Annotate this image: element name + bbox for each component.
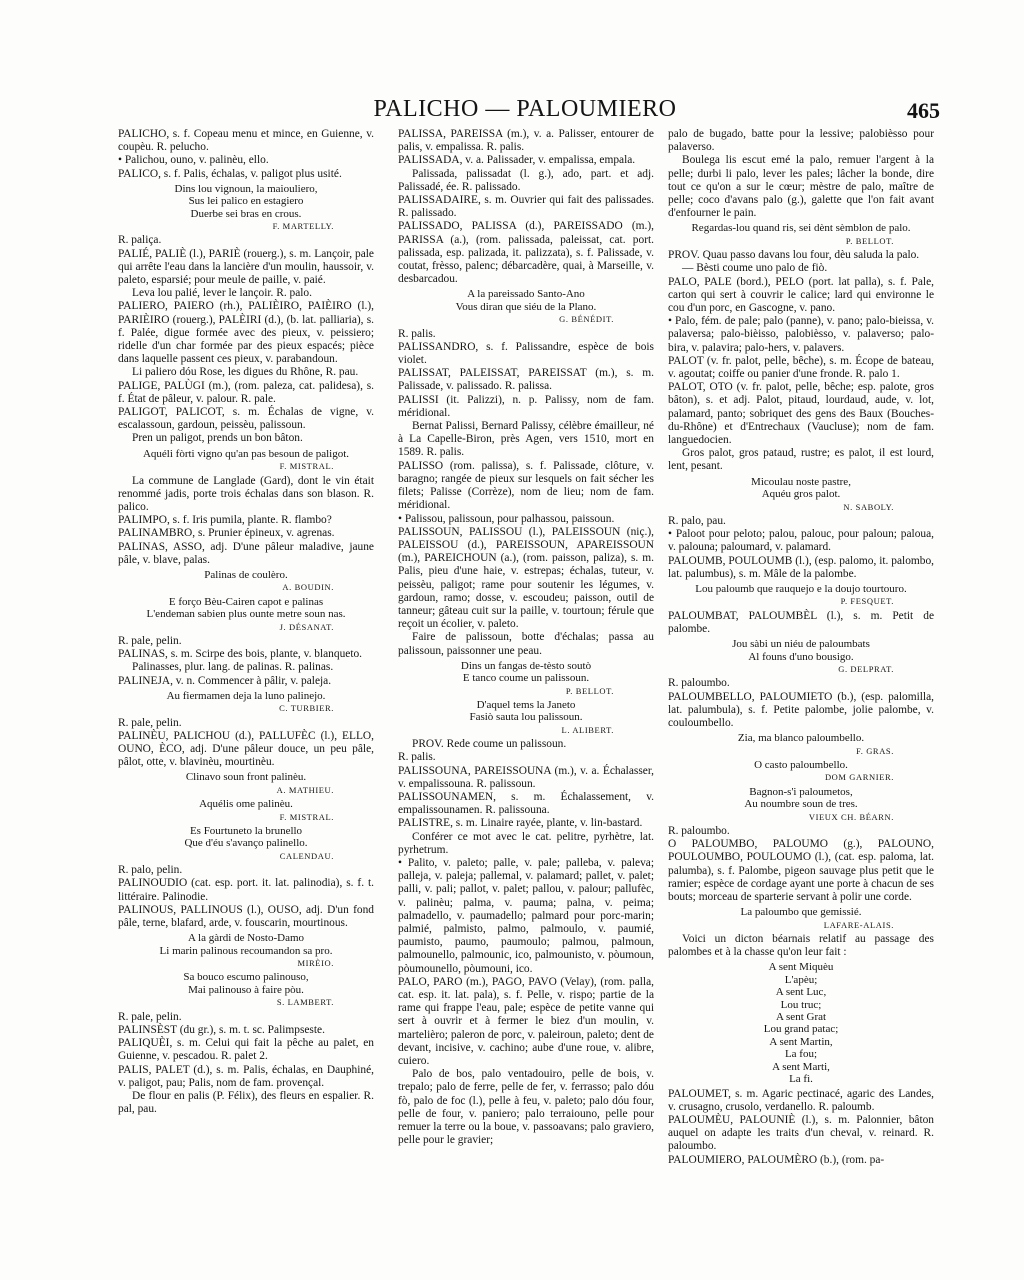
dictionary-entry: PALINSÈST (du gr.), s. m. t. sc. Palimpseste.	[118, 1023, 325, 1036]
dictionary-entry: PALIQUÈI, s. m. Celui qui fait la pêche au palet, en Guienne, v. pescadou. R. palet 2.	[118, 1037, 374, 1063]
quote-attribution: CALENDAU.	[279, 850, 334, 861]
dictionary-entry: R. palo, pelin.	[118, 864, 183, 877]
dictionary-entry: R. pale, pelin.	[118, 1010, 182, 1023]
dictionary-entry: PALINOUS, PALLINOUS (l.), OUSO, adj. D'un fond pâle, terne, blafard, arde, v. fouscarin, mourtinous.	[118, 903, 374, 930]
dictionary-entry: Gros palot, gros pataud, rustre; es palot, il est lourd, lent, pesant.	[668, 447, 934, 473]
dictionary-entry: PALOUMIERO, PALOUMÈRO (b.), (rom. pa-	[668, 1153, 885, 1166]
dictionary-entry: PALO, PALE (bord.), PELO (port. lat palla), s. f. Pale, carton qui sert à couvrir le calice; lard qui environne le cou d'un porc, en Gascogne, v. pano.	[668, 275, 934, 315]
dictionary-entry: palo de bugado, batte pour la lessive; palobièsso pour palaverso.	[668, 128, 934, 154]
citation-quote	[668, 786, 934, 823]
dictionary-entry: Palo de bos, palo ventadouiro, pelle de bois, v. trepalo; palo de ferre, pelle de fer, v. ferrasso; palo dóu fò, palo de foc (l.), pelle à feu, v. paleto; palo dóu four, pelle de four, v. paniero; palo terraiouno, pelle pour remuer la terre ou la boue, v. passoavans; palo graviero, pelle pour le gravier;	[398, 1068, 654, 1147]
quote-line: Li marin palinous recoumandon sa pro.	[159, 944, 333, 957]
dictionary-entry: — Bèsti coume uno palo de fiò.	[682, 262, 828, 275]
quote-line: Aquéli fòrti vigno qu'an pas besoun de paligot.	[142, 447, 350, 460]
quote-line: Es Fourtuneto la brunello	[189, 825, 303, 838]
dictionary-entry: PALINÈU, PALICHOU (d.), PALLUFÈC (l.), ELLO, OUNO, ÈCO, adj. D'une pâleur douce, un peu pâle, pâlot, otte, v. blavinèu, mourtinèu.	[118, 729, 374, 769]
dictionary-entry: PALOUMBELLO, PALOUMIETO (b.), (esp. palomilla, lat. palumbula), s. f. Petite palombe, jolie palombe, v. couloumbello.	[668, 690, 934, 729]
dictionary-entry: • Palissou, palissoun, pour palhassou, paissoun.	[398, 512, 615, 525]
quote-line: La paloumbo que gemissié.	[740, 906, 862, 919]
quote-line: Sa bouco escumo palinouso,	[183, 971, 309, 984]
quote-attribution: A. MATHIEU.	[276, 784, 334, 795]
page-number: 465	[907, 98, 940, 123]
dictionary-entry: PROV. Quau passo davans lou four, dèu saluda la palo.	[668, 249, 920, 262]
citation-quote	[668, 476, 934, 513]
citation-quote	[118, 448, 374, 473]
dictionary-entry: PALISSI (it. Palizzi), n. p. Palissy, nom de fam. méridional.	[398, 393, 654, 419]
quote-line: O casto paloumbello.	[754, 758, 848, 771]
quote-line: A sent Luc,	[775, 986, 827, 999]
quote-line: A sent Miquèu	[768, 961, 834, 974]
quote-line: Aquéu gros palot.	[761, 488, 841, 501]
quote-line: Lou paloumb que rauquejo e la doujo tourtouro.	[695, 582, 907, 595]
citation-quote	[668, 583, 934, 608]
dictionary-entry: PALIGOT, PALICOT, s. m. Échalas de vigne, v. escalassoun, gardoun, peissèu, palissoun.	[118, 406, 374, 432]
dictionary-entry: R. pale, pelin.	[118, 716, 182, 729]
dictionary-entry: Boulega lis escut emé la palo, remuer l'argent à la pelle; durbi li palo, lever les pales; lâcher la bonde, dire tout ce qu'on a sur le cœur; mèstre de palo, maître de pelle; coco d'avans palo (g.), galette que l'on fait avant d'enfourner le pain.	[668, 154, 934, 220]
quote-line: Palinas de coulèro.	[204, 568, 288, 581]
dictionary-entry: PALO, PARO (m.), PAGO, PAVO (Velay), (rom. palla, cat. esp. it. lat. pala), s. f. Pelle, v. rispo; partie de la rame qui frappe l'eau, pale; espèce de petite vanne qui sert à ouvrir et à fermer le biez d'un moulin, v. martelièro; paleron de porc, v. paleiroun, paleto; dent de devant, incisive, v. cachino; aube d'une roue, v. alibre, cuiero.	[398, 975, 654, 1068]
dictionary-entry: PALIÉ, PALIÈ (l.), PARIÈ (rouerg.), s. m. Lançoir, pale qui arrête l'eau dans la lancière d'un moulin, haussoir, v. paleto, esparsié; pour meule de paille, v. paié.	[118, 247, 374, 287]
quote-line: E forço Bèu-Cairen capot e palinas	[168, 595, 324, 608]
quote-attribution: J. DÉSANAT.	[279, 621, 334, 632]
citation-quote	[118, 825, 374, 862]
citation-quote	[668, 732, 934, 757]
dictionary-entry: PALOUMET, s. m. Agaric pectinacé, agaric des Landes, v. crusagno, crusolo, verdanello. R. paloumb.	[668, 1087, 934, 1113]
quote-attribution: VIEUX CH. BÉARN.	[808, 811, 894, 822]
quote-line: Que d'éu s'avanço palinello.	[184, 837, 308, 850]
quote-attribution: MIRÈIO.	[297, 958, 334, 969]
dictionary-entry: R. paliça.	[118, 234, 162, 247]
dictionary-entry: • Palo, fém. de pale; palo (panne), v. pano; palo-bieissa, v. palaversa; palo-bièisso, palobièsso, v. palaverso; palo-bira, v. palavira; palo-hers, v. palavers.	[668, 315, 934, 354]
citation-quote	[398, 699, 654, 736]
dictionary-entry: PALOUMB, POULOUMB (l.), (esp. palomo, it. palombo, lat. palumbus), s. m. Mâle de la palombe.	[668, 554, 934, 580]
quote-line: Dins lou vignoun, la maiouliero,	[174, 182, 318, 195]
dictionary-entry: PALINOUDIO (cat. esp. port. it. lat. palinodia), s. f. t. littéraire. Palinodie.	[118, 877, 374, 903]
dictionary-entry: PALOT, OTO (v. fr. palot, pelle, bêche; esp. palote, gros bâton), s. et adj. Palot, pitaud, lourdaud, aude, v. lot, palamard, panto; sobriquet des gens des Baux (Bouches-du-Rhône) et d'Entrechaux (Vaucluse); nom de fam. languedocien.	[668, 381, 934, 447]
dictionary-entry: R. paloumbo.	[668, 677, 730, 690]
dictionary-entry: • Palichou, ouno, v. palinèu, ello.	[118, 154, 269, 167]
citation-quote	[668, 222, 934, 247]
quote-line: A la pareissado Santo-Ano	[467, 288, 585, 301]
dictionary-entry: PALISSOUNAMEN, s. m. Échalassement, v. empalissounamen. R. palissouna.	[398, 790, 654, 817]
dictionary-entry: R. palis.	[398, 751, 436, 764]
quote-line: A sent Grat	[775, 1011, 827, 1024]
dictionary-entry: De flour en palis (P. Félix), des fleurs en espalier. R. pal, pau.	[118, 1089, 374, 1116]
quote-attribution: LAFARE-ALAIS.	[823, 919, 894, 930]
quote-line: Au noumbre soun de tres.	[744, 798, 858, 811]
citation-quote	[668, 961, 934, 1085]
dictionary-entry: PALOT (v. fr. palot, pelle, bêche), s. m. Écope de bateau, v. agoutat; coiffe ou panier d'une fronde. R. palo 1.	[668, 354, 934, 381]
dictionary-entry: PALICO, s. f. Palis, échalas, v. paligot plus usité.	[118, 167, 342, 180]
dictionary-entry: PROV. Rede coume un palissoun.	[412, 738, 567, 751]
quote-line: Lou truc;	[780, 998, 822, 1011]
citation-quote	[118, 771, 374, 796]
quote-line: Vous diran que siéu de la Plano.	[455, 300, 597, 313]
dictionary-entry: • Palito, v. paleto; palle, v. pale; palleba, v. paleva; palleja, v. paleja; pallemal, v. palamard; pallet, v. palet; palli, v. pali; pallot, v. palet; pallou, v. palour; pallufèc, v. palinèu; palma, v. pauma; palna, v. peima; palmadello, v. paumadello; palmard pour porc-marin; palmié, palmisto, palmo, palmoulo, v. paumié, paumisto, paumo, paumoulo; palmou, palmoun, palmounello, palmounic, ico, palmounisto, v. pòumoun, pòumounello, pòumouni, ico.	[398, 857, 654, 975]
quote-line: Jou sàbi un niéu de paloumbats	[732, 638, 870, 651]
quote-line: Bagnon-s'i paloumetos,	[749, 785, 853, 798]
citation-quote	[668, 759, 934, 784]
dictionary-entry: PALIGE, PALÙGI (m.), (rom. paleza, cat. palidesa), s. f. État de pâleur, v. palour. R. pale.	[118, 379, 374, 405]
dictionary-entry: PALINAS, s. m. Scirpe des bois, plante, v. blanqueto.	[118, 648, 363, 661]
dictionary-entry: Voici un dicton béarnais relatif au passage des palombes et à la chasse qu'on leur fait :	[668, 933, 934, 959]
dictionary-entry: PALISSOUN, PALISSOU (l.), PALEISSOUN (niç.), PALEISSOU (d.), PAREISSOUN, APAREISSOUN (m.), PAREICHOUN (a.), (rom. paisson, paliza), s. m. Palis, pieu d'une haie, v. estrepas; échalas, tuteur, v. peissèu, paligot; rame pour soutenir les légumes, v. gardoun, ramo; dosse, v. escoudeu; paisson, outil de tanneur; gâteau cuit sur la paille, v. tourtoun; férule que reçoit un écolier, v. paleto.	[398, 525, 654, 631]
quote-line: Fasiò sauta lou palissoun.	[469, 711, 583, 724]
quote-attribution: N. SABOLY.	[843, 501, 894, 512]
dictionary-entry: PALISSO (rom. palissa), s. f. Palissade, clôture, v. baragno; rangée de pieux sur lesquels on fait sécher les filets; Palisse (Corrèze), nom de lieu; nom de fam. méridional.	[398, 459, 654, 512]
dictionary-entry: PALICHO, s. f. Copeau menu et mince, en Guienne, v. coupèu. R. pelucho.	[118, 128, 374, 154]
quote-line: Al founs d'uno bousigo.	[748, 650, 854, 663]
dictionary-entry: PALISSA, PAREISSA (m.), v. a. Palisser, entourer de palis, v. empalissa. R. palis.	[398, 128, 654, 154]
citation-quote	[118, 183, 374, 233]
citation-quote	[668, 638, 934, 675]
dictionary-entry: Pren un paligot, prends un bon bâton.	[132, 432, 303, 445]
citation-quote	[118, 932, 374, 969]
quote-line: E tanco coume un palissoun.	[462, 672, 590, 685]
quote-line: Au fiermamen deja la luno palinejo.	[166, 689, 326, 702]
column-3	[668, 128, 934, 1208]
dictionary-entry: Bernat Palissi, Bernard Palissy, célèbre émailleur, né à La Capelle-Biron, près Agen, vers 1510, mort en 1589. R. palis.	[398, 420, 654, 459]
dictionary-entry: PALINAMBRO, s. Prunier épineux, v. agrenas.	[118, 527, 335, 540]
dictionary-entry: Palissada, palissadat (l. g.), ado, part. et adj. Palissadé, ée. R. palissado.	[398, 167, 654, 193]
dictionary-entry: O PALOUMBO, PALOUMO (g.), PALOUNO, POULOUMBO, POULOUMO (l.), (cat. esp. paloma, lat. palumba), s. f. Palombe, pigeon sauvage plus petit que le ramier; espèce de cordage ayant une porte à chacun de ses bouts; morceau de sparterie servant à polir une corde.	[668, 838, 934, 904]
running-title: PALICHO — PALOUMIERO	[373, 96, 677, 122]
quote-line: Clinavo soun front palinèu.	[185, 771, 307, 784]
citation-quote	[118, 690, 374, 715]
dictionary-entry: Faire de palissoun, botte d'échalas; passa au palissoun, paissonner une peau.	[398, 631, 654, 657]
dictionary-entry: PALISSOUNA, PAREISSOUNA (m.), v. a. Échalasser, v. empalissouna. R. palissoun.	[398, 764, 654, 790]
citation-quote	[398, 288, 654, 325]
quote-line: La fì.	[789, 1073, 813, 1086]
quote-attribution: C. TURBIER.	[279, 703, 334, 714]
dictionary-entry: PALOUMÈU, PALOUNIÈ (l.), s. m. Palonnier, bâton auquel on adapte les traits d'un cheval, v. reinard. R. paloumbo.	[668, 1113, 934, 1153]
citation-quote	[398, 660, 654, 697]
quote-line: Lou grand patac;	[763, 1023, 839, 1036]
quote-line: Duerbe sei bras en crous.	[190, 207, 302, 220]
quote-line: Regardas-lou quand ris, sei dènt sèmblon de palo.	[691, 222, 911, 235]
column-1	[118, 128, 374, 1208]
dictionary-entry: PALISTRE, s. m. Linaire rayée, plante, v. lin-bastard.	[398, 817, 643, 830]
quote-line: L'endeman sabien plus ounte metre soun nas.	[146, 608, 346, 621]
quote-attribution: F. MARTELLY.	[272, 221, 334, 232]
citation-quote	[668, 906, 934, 931]
citation-quote	[118, 971, 374, 1008]
quote-line: Dins un fangas de-tèsto soutò	[460, 659, 592, 672]
quote-line: Aquélis ome palinèu.	[199, 798, 293, 811]
dictionary-entry: Conférer ce mot avec le cat. pelitre, pyrhètre, lat. pyrhetrum.	[398, 830, 654, 856]
dictionary-entry: Palinasses, plur. lang. de palinas. R. palinas.	[132, 661, 334, 674]
quote-line: D'aquel tems la Janeto	[476, 698, 576, 711]
quote-line: A la gàrdi de Nosto-Damo	[187, 932, 305, 945]
quote-attribution: S. LAMBERT.	[276, 997, 334, 1008]
dictionary-entry: R. paloumbo.	[668, 825, 730, 838]
dictionary-entry: PALISSADO, PALISSA (d.), PAREISSADO (m.), PARISSA (a.), (rom. palissada, paleissat, cat. port. palissada, esp. palizada, it. palizzata), s. f. Palissade, v. coutat, frèsso, palenc; débarcadère, quai, à Marseille, v. desbarcadou.	[398, 220, 654, 286]
quote-attribution: F. MISTRAL.	[279, 461, 334, 472]
quote-attribution: F. GRAS.	[856, 745, 894, 756]
citation-quote	[118, 596, 374, 633]
citation-quote	[118, 569, 374, 594]
column-2	[398, 128, 654, 1208]
page-header	[110, 96, 940, 130]
dictionary-entry: PALISSADAIRE, s. m. Ouvrier qui fait des palissades. R. palissado.	[398, 194, 654, 220]
quote-line: La fou;	[784, 1048, 818, 1061]
quote-line: Zia, ma blanco paloumbello.	[737, 732, 865, 745]
quote-attribution: G. DELPRAT.	[838, 663, 894, 674]
dictionary-entry: PALIERO, PAIERO (rh.), PALIÈIRO, PAIÈIRO (l.), PARIÈIRO (rouerg.), PALÈIRI (d.), (b. lat. palliaria), s. f. Palée, digue formée avec des pieux, v. peissiero; ridelle d'un char formée par des pieux espacés; pièce dans laquelle passent ces pieux, v. parabandoun.	[118, 300, 374, 366]
quote-line: L'apèu;	[784, 973, 818, 986]
dictionary-entry: PALIS, PALET (d.), s. m. Palis, échalas, en Dauphiné, v. paligot, pau; Palis, nom de fam. provençal.	[118, 1063, 374, 1089]
quote-attribution: DOM GARNIER.	[824, 772, 894, 783]
dictionary-entry: R. palo, pau.	[668, 514, 726, 527]
dictionary-entry: PALINEJA, v. n. Commencer à pâlir, v. paleja.	[118, 674, 332, 687]
quote-attribution: P. BELLOT.	[845, 235, 894, 246]
quote-attribution: L. ALIBERT.	[561, 724, 614, 735]
dictionary-entry: PALOUMBAT, PALOUMBÈL (l.), s. m. Petit de palombe.	[668, 609, 934, 635]
dictionary-entry: R. palis.	[398, 327, 436, 340]
dictionary-entry: La commune de Langlade (Gard), dont le vin était renommé jadis, porte trois échalas dans son blason. R. palico.	[118, 474, 374, 513]
dictionary-entry: PALINAS, ASSO, adj. D'une pâleur maladive, jaune pâle, v. blave, palas.	[118, 540, 374, 566]
dictionary-entry: PALISSADA, v. a. Palissader, v. empalissa, empala.	[398, 154, 636, 167]
quote-attribution: G. BÉNÉDIT.	[559, 314, 614, 325]
quote-line: Micoulau noste pastre,	[751, 475, 851, 488]
quote-line: A sent Martin,	[769, 1035, 833, 1048]
quote-attribution: P. BELLOT.	[565, 685, 614, 696]
quote-line: Sus lei palico en estagiero	[188, 195, 304, 208]
dictionary-entry: • Paloot pour peloto; palou, palouc, pour paloun; paloua, v. palouna; paloumard, v. palamard.	[668, 528, 934, 554]
citation-quote	[118, 798, 374, 823]
dictionary-entry: Leva lou palié, lever le lançoir. R. palo.	[132, 287, 312, 300]
quote-line: A sent Marti,	[772, 1060, 830, 1073]
dictionary-entry: R. pale, pelin.	[118, 634, 182, 647]
dictionary-entry: PALIMPO, s. f. Iris pumila, plante. R. flambo?	[118, 514, 332, 527]
dictionary-entry: PALISSAT, PALEISSAT, PAREISSAT (m.), s. m. Palissade, v. palissado. R. palissa.	[398, 367, 654, 393]
quote-line: Mai palinouso à faire pòu.	[188, 983, 304, 996]
quote-attribution: P. FESQUET.	[840, 596, 894, 607]
quote-attribution: F. MISTRAL.	[279, 811, 334, 822]
quote-attribution: A. BOUDIN.	[282, 582, 334, 593]
dictionary-entry: Li paliero dóu Rose, les digues du Rhône, R. pau.	[132, 366, 359, 379]
dictionary-entry: PALISSANDRO, s. f. Palissandre, espèce de bois violet.	[398, 340, 654, 367]
